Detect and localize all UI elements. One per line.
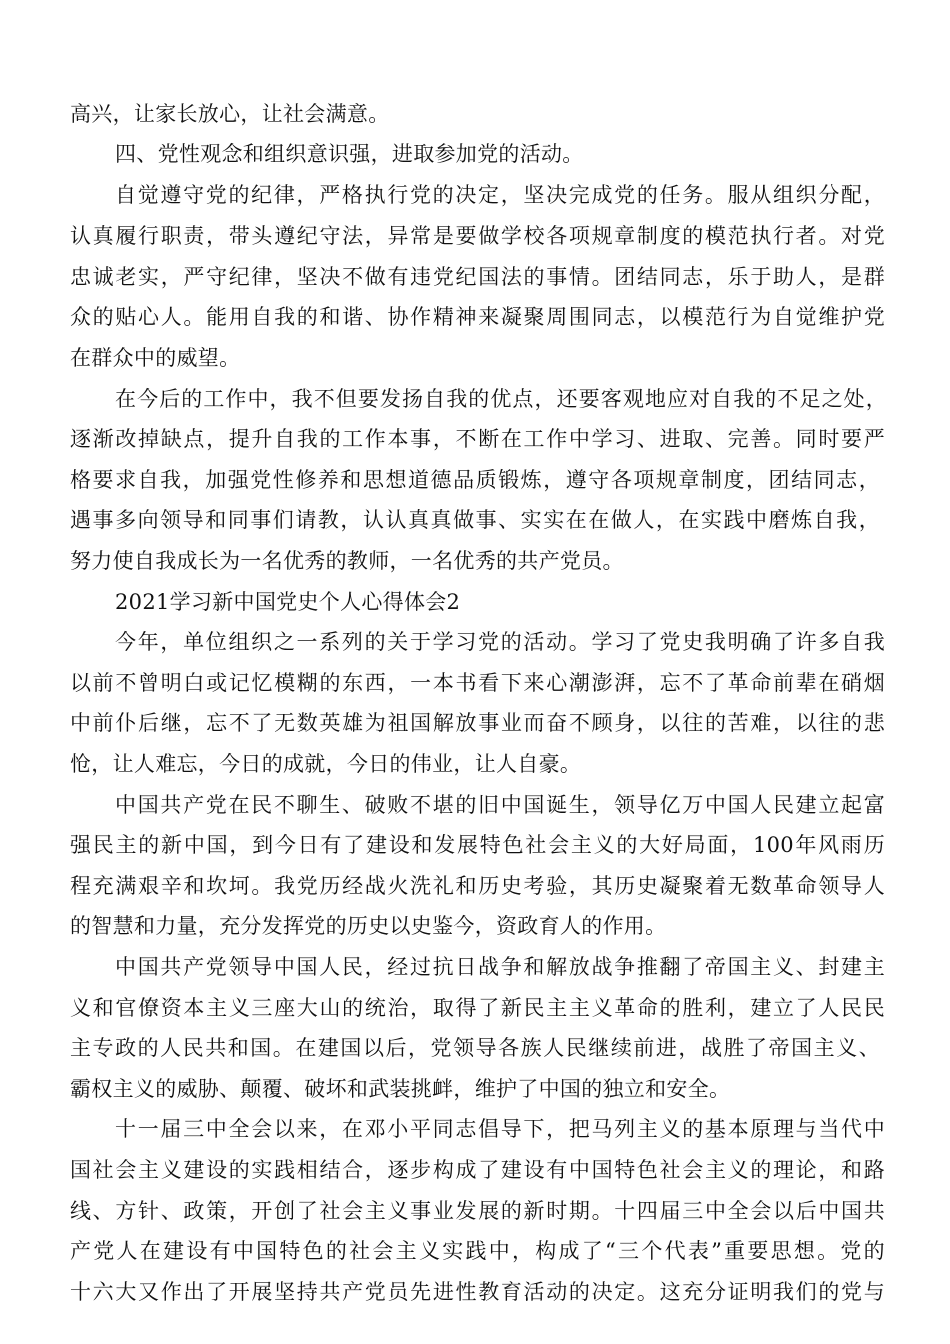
- text-line: 格要求自我，加强党性修养和思想道德品质锻炼，遵守各项规章制度，团结同志，: [70, 468, 880, 492]
- text-line: 逐渐改掉缺点，提升自我的工作本事，不断在工作中学习、进取、完善。同时要严: [70, 427, 885, 451]
- text-line: 高兴，让家长放心，让社会满意。: [70, 102, 390, 126]
- text-line: 霸权主义的威胁、颠覆、破坏和武装挑衅，维护了中国的独立和安全。: [70, 1077, 731, 1101]
- text-line: 线、方针、政策，开创了社会主义事业发展的新时期。十四届三中全会以后中国共: [70, 1199, 885, 1223]
- text-line: 在今后的工作中，我不但要发扬自我的优点，还要客观地应对自我的不足之处，: [115, 387, 887, 411]
- text-line: 努力使自我成长为一名优秀的教师，一名优秀的共产党员。: [70, 549, 624, 573]
- section-heading: 四、党性观念和组织意识强，进取参加党的活动。: [115, 142, 584, 166]
- text-line: 国社会主义建设的实践相结合，逐步构成了建设有中国特色社会主义的理论，和路: [70, 1158, 885, 1182]
- text-line: 认真履行职责，带头遵纪守法，异常是要做学校各项规章制度的模范执行者。对党: [70, 224, 885, 248]
- text-line: 忠诚老实，严守纪律，坚决不做有违党纪国法的事情。团结同志，乐于助人，是群: [70, 265, 885, 289]
- text-line: 怆，让人难忘，今日的成就，今日的伟业，让人自豪。: [70, 752, 582, 776]
- text-line: 众的贴心人。能用自我的和谐、协作精神来凝聚周围同志，以模范行为自觉维护党: [70, 305, 885, 329]
- text-line: 今年，单位组织之一系列的关于学习党的活动。学习了党史我明确了许多自我: [115, 630, 885, 654]
- text-line: 中国共产党在民不聊生、破败不堪的旧中国诞生，领导亿万中国人民建立起富: [115, 793, 885, 817]
- text-line: 十一届三中全会以来，在邓小平同志倡导下，把马列主义的基本原理与当代中: [115, 1117, 885, 1141]
- text-line: 十六大又作出了开展坚持共产党员先进性教育活动的决定。这充分证明我们的党与: [70, 1280, 885, 1304]
- text-line: 在群众中的威望。: [70, 346, 241, 370]
- document-title: 2021学习新中国党史个人心得体会2: [115, 590, 461, 614]
- text-line: 中国共产党领导中国人民，经过抗日战争和解放战争推翻了帝国主义、封建主: [115, 955, 885, 979]
- text-line: 主专政的人民共和国。在建国以后，党领导各族人民继续前进，战胜了帝国主义、: [70, 1036, 880, 1060]
- text-line: 程充满艰辛和坎坷。我党历经战火洗礼和历史考验，其历史凝聚着无数革命领导人: [70, 874, 885, 898]
- text-line: 中前仆后继，忘不了无数英雄为祖国解放事业而奋不顾身，以往的苦难，以往的悲: [70, 711, 885, 735]
- text-line: 强民主的新中国，到今日有了建设和发展特色社会主义的大好局面，100年风雨历: [70, 833, 885, 857]
- text-line: 遇事多向领导和同事们请教，认认真真做事、实实在在做人，在实践中磨炼自我，: [70, 508, 880, 532]
- text-line: 义和官僚资本主义三座大山的统治，取得了新民主主义革命的胜利，建立了人民民: [70, 996, 885, 1020]
- text-line: 自觉遵守党的纪律，严格执行党的决定，坚决完成党的任务。服从组织分配，: [115, 183, 885, 207]
- text-line: 的智慧和力量，充分发挥党的历史以史鉴今，资政育人的作用。: [70, 914, 667, 938]
- text-line: 以前不曾明白或记忆模糊的东西，一本书看下来心潮澎湃，忘不了革命前辈在硝烟: [70, 671, 885, 695]
- text-line: 产党人在建设有中国特色的社会主义实践中，构成了“三个代表”重要思想。党的: [70, 1239, 885, 1263]
